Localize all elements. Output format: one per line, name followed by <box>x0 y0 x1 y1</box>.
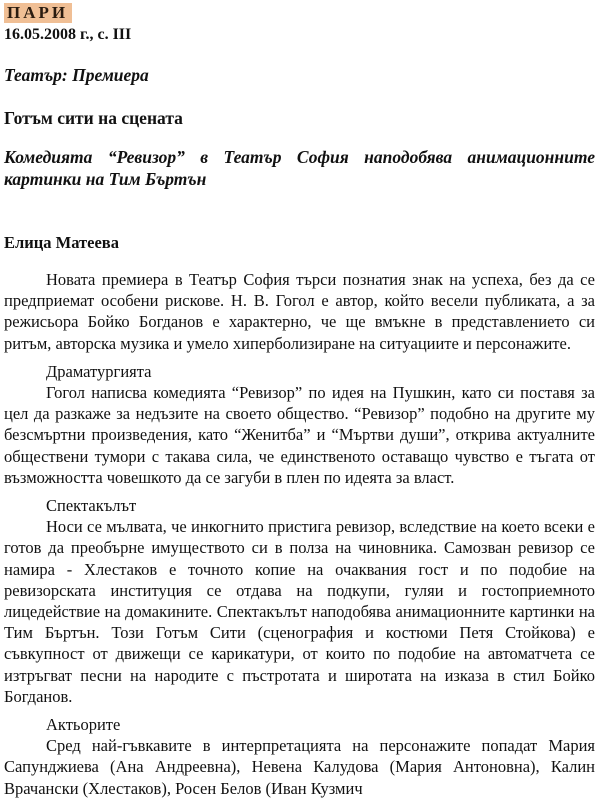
section-paragraph: Сред най-гъвкавите в интерпретацията на персонажите попадат Мария Сапунджиева (Ана Андреевна), Невена Калудова (Мария Антоновна), Калин Врачански (Хлестаков), Росен Белов (Иван Кузмич <box>4 736 595 798</box>
section-paragraph: Носи се мълвата, че инкогнито пристига ревизор, вследствие на което всеки е готов да преобърне имуществото си в полза на чиновника. Самозван ревизор се намира - Хлестаков е точното копие на очаквания гост и по подобие на ревизорската институция се отдава на подкупи, гуляи и гостоприемното лицедействие на домакините. Спектакълът наподобява анимационните картинки на Тим Бъртън. Този Готъм Сити (сценография и костюми Петя Стойкова) е съвкупност от движещи се карикатури, от които по подобие на автоматчета се изтръгват песни на народите с пъстротата и широтата на изказа в стил Бойко Богданов. <box>4 517 595 706</box>
section-performance <box>4 495 595 707</box>
lead-paragraph: Новата премиера в Театър София търси познатия знак на успеха, без да се предприемат особени рискове. Н. В. Гогол е автор, който весели публиката, а за режисьора Бойко Богданов е характерно, че ще вмъкне в представлението си ритъм, авторска музика и умело хиперболизиране на ситуациите и персонажите. <box>4 270 595 353</box>
byline: Елица Матеева <box>4 233 119 252</box>
section-dramaturgy <box>4 361 595 488</box>
section-paragraph: Гогол написва комедията “Ревизор” по идея на Пушкин, като си поставя за цел да разкаже за недъзите на своето общество. “Ревизор” подобно на другите му безсмъртни произведения, като “Женитба” и “Мъртви души”, открива актуалните обществени тумори с такава сила, че единственото оставащо чувство е тъгата от възможността човешкото да се загуби в плен по идеята за власт. <box>4 383 595 487</box>
section-heading: Актьорите <box>46 715 121 735</box>
section-actors <box>4 714 595 799</box>
subheadline: Комедията “Ревизор” в Театър София наподобява анимационните картинки на Тим Бъртън <box>4 147 595 189</box>
section-heading: Спектакълът <box>46 496 137 516</box>
rubric: Театър: Премиера <box>4 65 149 85</box>
section-heading: Драматургията <box>46 361 152 381</box>
newspaper-masthead: ПАРИ <box>4 3 72 23</box>
headline: Готъм сити на сцената <box>4 108 183 128</box>
dateline: 16.05.2008 г., с. III <box>4 26 132 43</box>
